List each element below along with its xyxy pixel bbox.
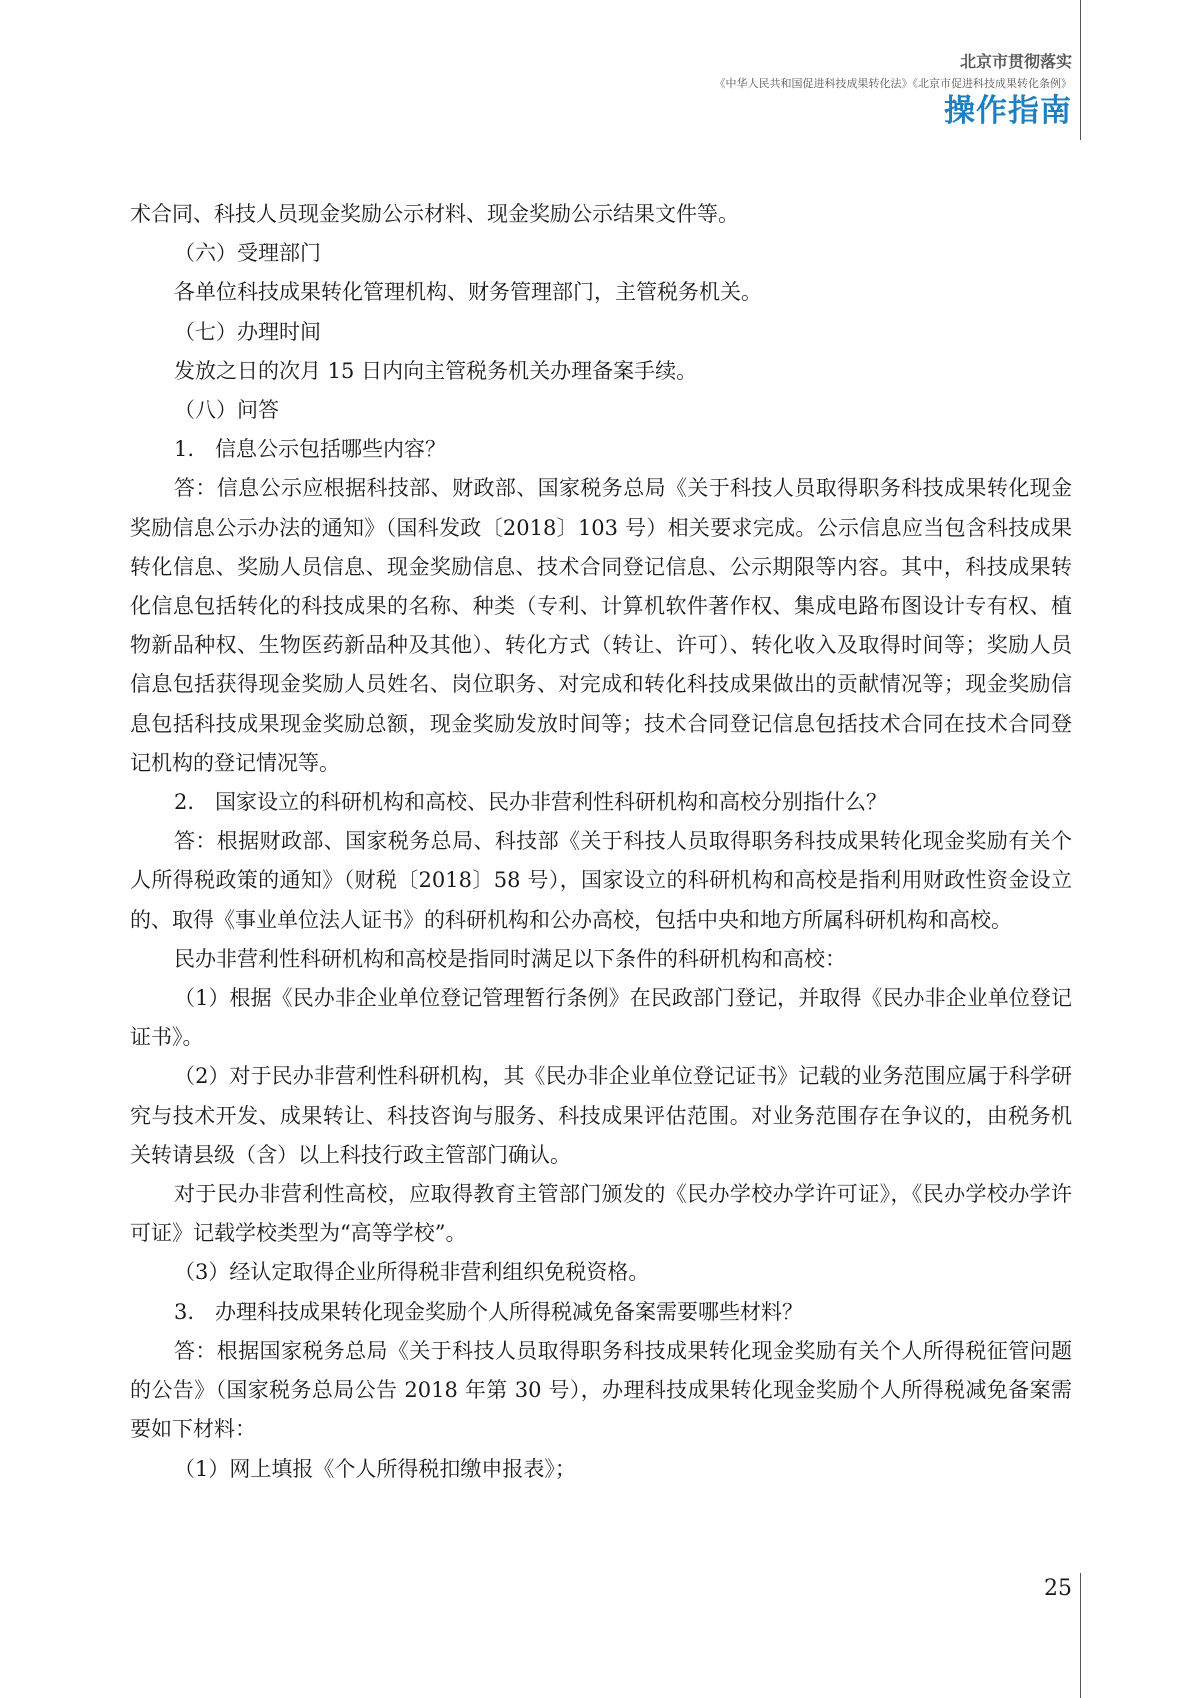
paragraph: 答：根据国家税务总局《关于科技人员取得职务科技成果转化现金奖励有关个人所得税征管问题的公告》（国家税务总局公告 2018 年第 30 号），办理科技成果转化现金奖励个人所得税减免备案需要如下材料：	[130, 1338, 1072, 1442]
header-guide-title: 操作指南	[944, 93, 1072, 129]
paragraph: 2. 国家设立的科研机构和高校、民办非营利性科研机构和高校分别指什么？	[174, 790, 888, 815]
document-body	[130, 195, 1072, 1489]
header-rule	[1080, 0, 1081, 140]
paragraph: 答：信息公示应根据科技部、财政部、国家税务总局《关于科技人员取得职务科技成果转化现金奖励信息公示办法的通知》（国科发政〔2018〕103 号）相关要求完成。公示信息应当包含科技成果转化信息、奖励人员信息、现金奖励信息、技术合同登记信息、公示期限等内容。其中，科技成果转化信息包括转化的科技成果的名称、种类（专利、计算机软件著作权、集成电路布图设计专有权、植物新品种权、生物医药新品种及其他）、转化方式（转让、许可）、转化收入及取得时间等；奖励人员信息包括获得现金奖励人员姓名、岗位职务、对完成和转化科技成果做出的贡献情况等；现金奖励信息包括科技成果现金奖励总额，现金奖励发放时间等；技术合同登记信息包括技术合同在技术合同登记机构的登记情况等。	[130, 476, 1072, 775]
header-subtitle: 《中华人民共和国促进科技成果转化法》《北京市促进科技成果转化条例》	[714, 77, 1072, 90]
paragraph: 各单位科技成果转化管理机构、财务管理部门，主管税务机关。	[174, 280, 762, 305]
paragraph: （3）经认定取得企业所得税非营利组织免税资格。	[174, 1260, 650, 1285]
paragraph: 术合同、科技人员现金奖励公示材料、现金奖励公示结果文件等。	[130, 202, 739, 226]
paragraph: （2）对于民办非营利性科研机构，其《民办非企业单位登记证书》记载的业务范围应属于科学研究与技术开发、成果转让、科技咨询与服务、科技成果评估范围。对业务范围存在争议的，由税务机关转请县级（含）以上科技行政主管部门确认。	[130, 1064, 1072, 1167]
paragraph: 对于民办非营利性高校，应取得教育主管部门颁发的《民办学校办学许可证》，《民办学校办学许可证》记载学校类型为“高等学校”。	[130, 1182, 1072, 1246]
paragraph: 发放之日的次月 15 日内向主管税务机关办理备案手续。	[174, 358, 698, 383]
paragraph: （七）办理时间	[174, 319, 321, 344]
paragraph: 1. 信息公示包括哪些内容？	[174, 437, 447, 462]
paragraph: 民办非营利性科研机构和高校是指同时满足以下条件的科研机构和高校：	[174, 946, 846, 971]
running-header	[715, 52, 1073, 130]
paragraph: 3. 办理科技成果转化现金奖励个人所得税减免备案需要哪些材料？	[174, 1299, 804, 1324]
paragraph: （八）问答	[174, 398, 279, 423]
paragraph: （1）网上填报《个人所得税扣缴申报表》；	[174, 1456, 576, 1481]
paragraph: 答：根据财政部、国家税务总局、科技部《关于科技人员取得职务科技成果转化现金奖励有关个人所得税政策的通知》（财税〔2018〕58 号），国家设立的科研机构和高校是指利用财政性资金设立的、取得《事业单位法人证书》的科研机构和公办高校，包括中央和地方所属科研机构和高校。	[130, 829, 1072, 932]
paragraph: （1）根据《民办非企业单位登记管理暂行条例》在民政部门登记，并取得《民办非企业单位登记证书》。	[130, 986, 1072, 1050]
paragraph: （六）受理部门	[174, 241, 321, 266]
header-title-line1: 北京市贯彻落实	[959, 52, 1072, 71]
page-number: 25	[1044, 1576, 1072, 1601]
footer-rule	[1080, 1573, 1081, 1698]
